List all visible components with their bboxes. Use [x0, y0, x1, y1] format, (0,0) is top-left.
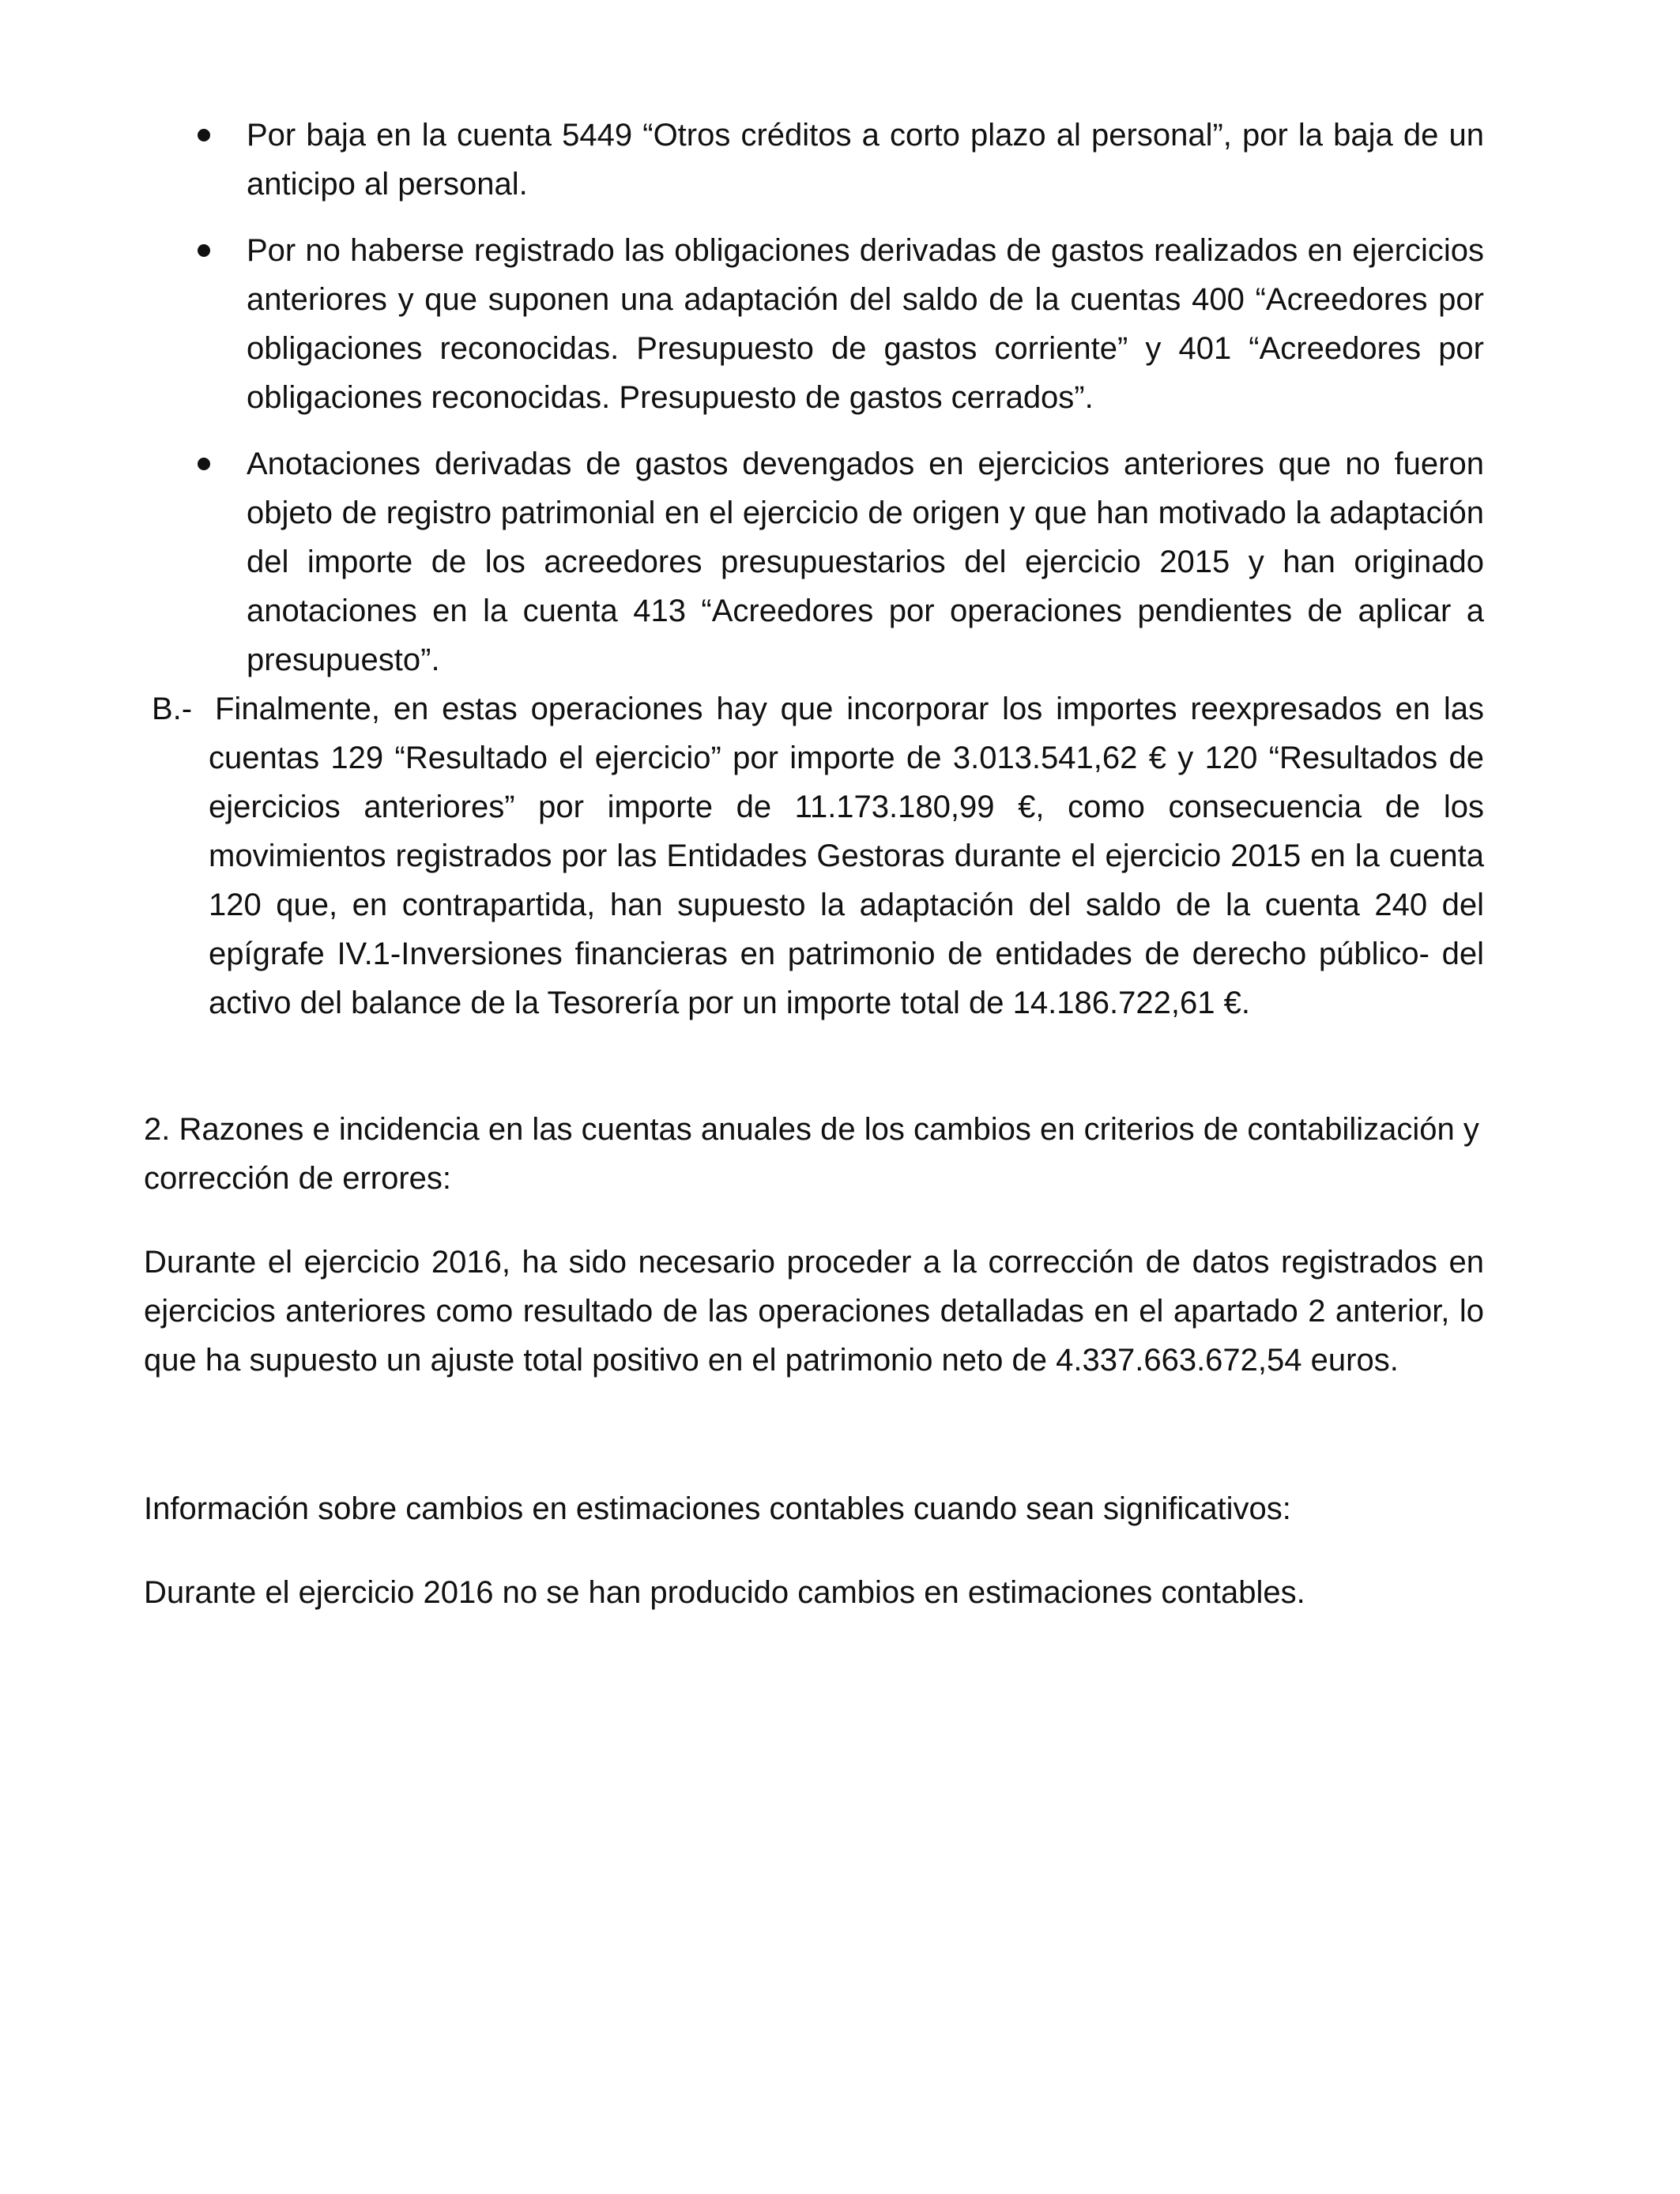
- section-3-heading: Información sobre cambios en estimaciones contables cuando sean significativos:: [144, 1491, 1291, 1526]
- bullet-icon: [198, 129, 210, 141]
- bullet-text: Anotaciones derivadas de gastos devengados en ejercicios anteriores que no fueron objeto de registro patrimonial en el ejercicio de origen y que han motivado la adaptación del importe de los acreedores presupuestarios del ejercicio 2015 y han originado anotaciones en la cuenta 413 “Acreedores por operaciones pendientes de aplicar a presupuesto”.: [247, 447, 1484, 677]
- section-b-text: Finalmente, en estas operaciones hay que incorporar los importes reexpresados en las cuentas 129 “Resultado el ejercicio” por importe de 3.013.541,62 € y 120 “Resultados de ejercicios anteriores” por importe de 11.173.180,99 €, como consecuencia de los movimientos registrados por las Entidades Gestoras durante el ejercicio 2015 en la cuenta 120 que, en contrapartida, han supuesto la adaptación del saldo de la cuenta 240 del epígrafe IV.1-Inversiones financieras en patrimonio de entidades de derecho público- del activo del balance de la Tesorería por un importe total de 14.186.722,61 €.: [209, 692, 1484, 1020]
- bullet-icon: [198, 458, 210, 470]
- section-2-heading: 2. Razones e incidencia en las cuentas anuales de los cambios en criterios de contabilización y corrección de errores:: [144, 1112, 1479, 1196]
- list-item: [190, 439, 1484, 684]
- list-item: [190, 226, 1484, 422]
- section-b: [152, 684, 1484, 1027]
- bullet-text: Por no haberse registrado las obligaciones derivadas de gastos realizados en ejercicios anteriores y que suponen una adaptación del saldo de la cuentas 400 “Acreedores por obligaciones reconocidas. Presupuesto de gastos corriente” y 401 “Acreedores por obligaciones reconocidas. Presupuesto de gastos cerrados”.: [247, 233, 1484, 415]
- section-b-label: B.-: [152, 692, 193, 726]
- section-2-paragraph: Durante el ejercicio 2016, ha sido necesario proceder a la corrección de datos registrados en ejercicios anteriores como resultado de las operaciones detalladas en el apartado 2 anterior, lo que ha supuesto un ajuste total positivo en el patrimonio neto de 4.337.663.672,54 euros.: [144, 1245, 1484, 1378]
- bullet-icon: [198, 244, 210, 257]
- bullet-list: [190, 111, 1484, 702]
- list-item: [190, 111, 1484, 209]
- section-3-paragraph: Durante el ejercicio 2016 no se han producido cambios en estimaciones contables.: [144, 1575, 1305, 1610]
- bullet-text: Por baja en la cuenta 5449 “Otros créditos a corto plazo al personal”, por la baja de un anticipo al personal.: [247, 118, 1484, 202]
